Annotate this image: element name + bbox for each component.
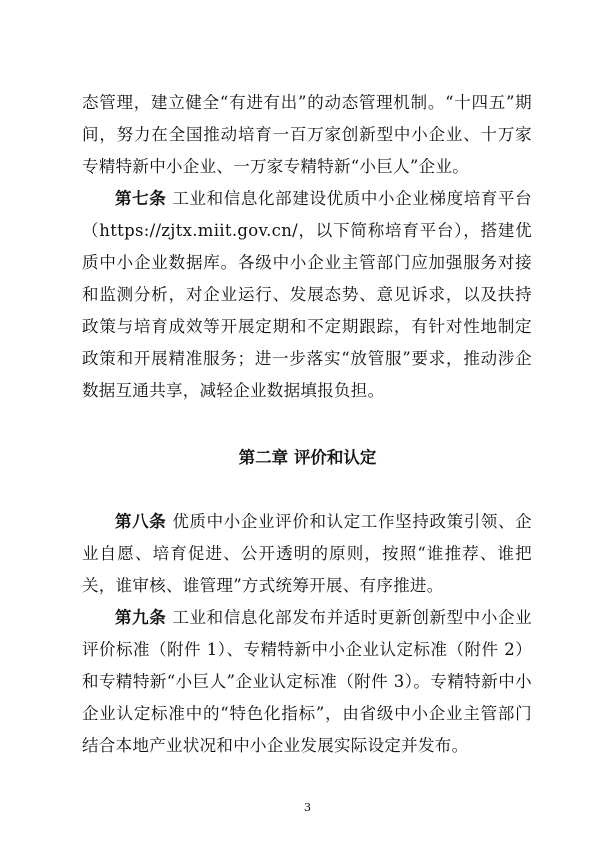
paragraph-text: 态管理，建立健全“有进有出”的动态管理机制。“十四五”期间，努力在全国推动培育一百万家创新型中小企业、十万家专精特新中小企业、一万家专精特新“小巨人”企业。	[82, 93, 532, 176]
body-text-bottom	[82, 506, 532, 762]
article-number: 第七条	[115, 189, 167, 208]
page-number: 3	[304, 801, 311, 814]
paragraph-text: 工业和信息化部发布并适时更新创新型中小企业评价标准（附件 1）、专精特新中小企业认定标准（附件 2）和专精特新“小巨人”企业认定标准（附件 3）。专精特新中小企业认定标准中的“特色化指标”，由省级中小企业主管部门结合本地产业状况和中小企业发展实际设定并发布。	[82, 608, 532, 755]
paragraph-article-9	[82, 602, 532, 762]
article-number: 第九条	[115, 608, 167, 627]
paragraph-article-8	[82, 506, 532, 602]
paragraph-text: 优质中小企业评价和认定工作坚持政策引领、企业自愿、培育促进、公开透明的原则，按照“谁推荐、谁把关，谁审核、谁管理”方式统筹开展、有序推进。	[82, 512, 532, 595]
paragraph-text: 工业和信息化部建设优质中小企业梯度培育平台（https://zjtx.miit.gov.cn/，以下简称培育平台），搭建优质中小企业数据库。各级中小企业主管部门应加强服务对接和监测分析，对企业运行、发展态势、意见诉求，以及扶持政策与培育成效等开展定期和不定期跟踪，有针对性地制定政策和开展精准服务；进一步落实“放管服”要求，推动涉企数据互通共享，减轻企业数据填报负担。	[82, 189, 532, 400]
article-number: 第八条	[115, 512, 167, 531]
paragraph-continuation	[82, 87, 532, 183]
chapter-heading: 第二章 评价和认定	[238, 448, 377, 467]
body-text-top	[82, 87, 532, 407]
paragraph-article-7	[82, 183, 532, 407]
